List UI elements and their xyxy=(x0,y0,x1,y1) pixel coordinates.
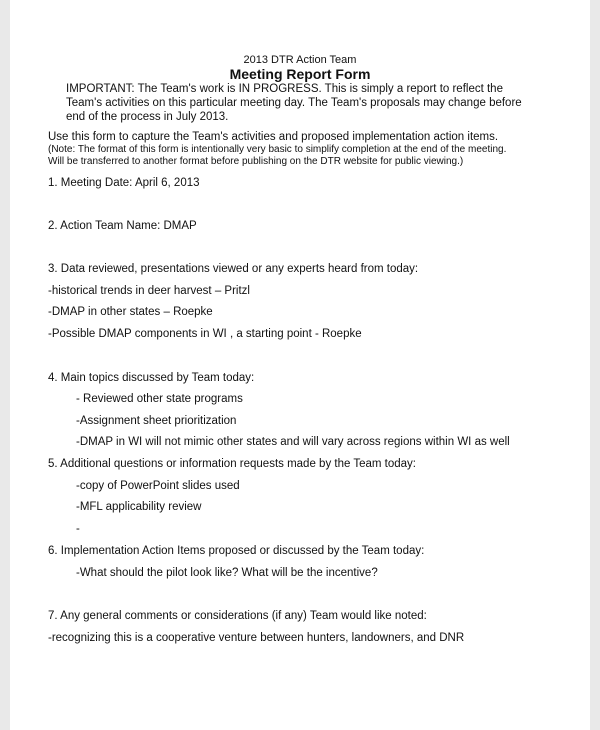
list-item: - xyxy=(76,523,80,535)
list-item: -Possible DMAP components in WI , a starting point - Roepke xyxy=(48,328,362,340)
important-line-2: Team's activities on this particular meeting day. The Team's proposals may change before xyxy=(66,97,522,109)
section-7-heading: 7. Any general comments or considerations (if any) Team would like noted: xyxy=(48,610,427,622)
section-5-heading: 5. Additional questions or information requests made by the Team today: xyxy=(48,458,417,470)
section-4-heading: 4. Main topics discussed by Team today: xyxy=(48,372,255,384)
instructions-note-1: (Note: The format of this form is intentionally very basic to simplify completion at the end of the meeting. xyxy=(48,144,507,155)
list-item: -historical trends in deer harvest – Pritzl xyxy=(48,285,250,297)
list-item: -DMAP in WI will not mimic other states and will vary across regions within WI as well xyxy=(76,436,510,448)
section-6-heading: 6. Implementation Action Items proposed or discussed by the Team today: xyxy=(48,545,425,557)
section-2-team-name: 2. Action Team Name: DMAP xyxy=(48,220,197,232)
list-item: -copy of PowerPoint slides used xyxy=(76,480,240,492)
instructions-line: Use this form to capture the Team's activities and proposed implementation action items. xyxy=(48,131,499,143)
list-item: -Assignment sheet prioritization xyxy=(76,415,237,427)
section-1-meeting-date: 1. Meeting Date: April 6, 2013 xyxy=(48,177,200,189)
list-item: - Reviewed other state programs xyxy=(76,393,243,405)
important-line-1: IMPORTANT: The Team's work is IN PROGRESS. This is simply a report to reflect the xyxy=(66,83,503,95)
document-page xyxy=(10,0,590,730)
section-3-heading: 3. Data reviewed, presentations viewed or any experts heard from today: xyxy=(48,263,419,275)
team-line: 2013 DTR Action Team xyxy=(243,54,357,66)
form-title: Meeting Report Form xyxy=(229,66,371,82)
important-line-3: end of the process in July 2013. xyxy=(66,111,229,123)
instructions-note-2: Will be transferred to another format before publishing on the DTR website for public viewing.) xyxy=(48,156,464,167)
list-item: -MFL applicability review xyxy=(76,501,202,513)
list-item: -recognizing this is a cooperative venture between hunters, landowners, and DNR xyxy=(48,632,465,644)
list-item: -What should the pilot look like? What will be the incentive? xyxy=(76,567,378,579)
list-item: -DMAP in other states – Roepke xyxy=(48,306,213,318)
